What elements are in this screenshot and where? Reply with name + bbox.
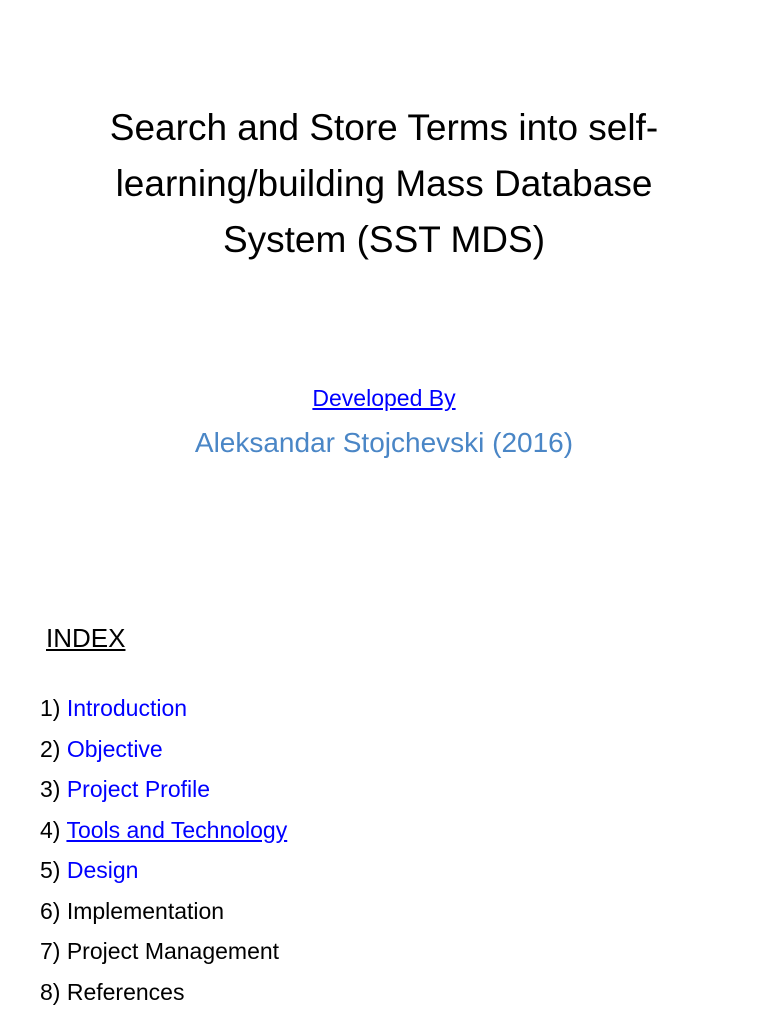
index-item-project-profile (40, 769, 287, 810)
index-list (40, 688, 287, 1012)
index-item-design (40, 850, 287, 891)
developed-by-link[interactable]: Developed By (312, 385, 456, 411)
index-item-number: 7) (40, 938, 61, 964)
introduction-link[interactable]: Introduction (66, 695, 188, 721)
project-management-label: Project Management (66, 938, 280, 964)
references-label: References (66, 978, 185, 1005)
index-item-number: 6) (40, 897, 61, 924)
implementation-label: Implementation (66, 897, 225, 924)
index-item-references (40, 972, 287, 1013)
title-line-1: Search and Store Terms into self- (109, 107, 659, 148)
index-item-objective (40, 729, 287, 770)
index-item-introduction (40, 688, 287, 729)
index-item-number: 5) (40, 857, 61, 883)
index-item-tools-and-technology (40, 810, 287, 851)
title-line-2: learning/building Mass Database (115, 163, 653, 204)
author-name: Aleksandar Stojchevski (2016) (194, 427, 574, 458)
index-item-number: 4) (40, 816, 61, 843)
tools-and-technology-link[interactable]: Tools and Technology (66, 816, 288, 843)
index-item-implementation (40, 891, 287, 932)
index-item-number: 3) (40, 776, 61, 802)
objective-link[interactable]: Objective (66, 735, 163, 762)
index-item-project-management (40, 931, 287, 972)
document-title (40, 100, 728, 268)
developed-by (0, 382, 768, 414)
index-heading: INDEX (46, 623, 126, 653)
index-item-number: 2) (40, 735, 61, 762)
design-link[interactable]: Design (66, 857, 139, 883)
title-line-3: System (SST MDS) (222, 219, 546, 260)
project-profile-link[interactable]: Project Profile (66, 776, 211, 802)
index-item-number: 8) (40, 978, 61, 1005)
index-item-number: 1) (40, 695, 61, 721)
